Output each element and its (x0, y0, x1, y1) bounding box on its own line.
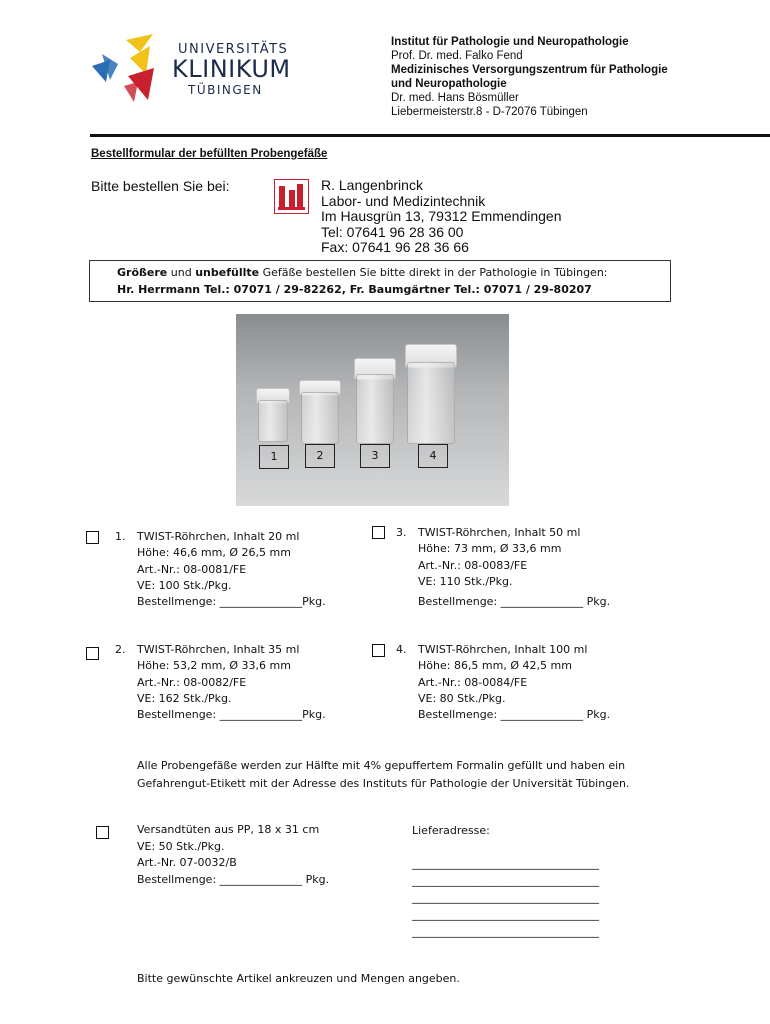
item-title: TWIST-Röhrchen, Inhalt 35 ml (137, 643, 300, 656)
header-divider (90, 134, 770, 137)
doctor-name: Dr. med. Hans Bösmüller (391, 92, 519, 104)
item-size: Höhe: 86,5 mm, Ø 42,5 mm (418, 659, 572, 673)
item-size: Höhe: 53,2 mm, Ø 33,6 mm (137, 659, 291, 673)
supplier-name: R. Langenbrinck (321, 177, 423, 193)
bags-pack: VE: 50 Stk./Pkg. (137, 839, 225, 853)
item-number: 3. (396, 526, 407, 539)
institute-address: Liebermeisterstr.8 - D-72076 Tübingen (391, 106, 588, 118)
item-size: Höhe: 73 mm, Ø 33,6 mm (418, 542, 562, 556)
bags-title: Versandtüten aus PP, 18 x 31 cm (137, 823, 320, 836)
form-title: Bestellformular der befüllten Probengefäße (91, 148, 328, 160)
item-size: Höhe: 46,6 mm, Ø 26,5 mm (137, 546, 291, 560)
item-title: TWIST-Röhrchen, Inhalt 50 ml (418, 526, 581, 539)
bags-checkbox[interactable] (96, 826, 109, 839)
footer-note: Bitte gewünschte Artikel ankreuzen und Mengen angeben. (137, 972, 460, 985)
order-from-label: Bitte bestellen Sie bei: (91, 178, 230, 194)
tubes-photo (236, 314, 509, 506)
item-4 (396, 642, 611, 723)
item-1 (115, 529, 326, 610)
item-quantity[interactable]: Bestellmenge: _______________ Pkg. (418, 708, 611, 722)
supplier-tel: Tel: 07641 96 28 36 00 (321, 223, 464, 240)
bags-quantity[interactable]: Bestellmenge: _______________ Pkg. (137, 872, 330, 886)
notice-box (89, 260, 671, 302)
item-quantity[interactable]: Bestellmenge: _______________ Pkg. (418, 595, 611, 609)
item-number: 2. (115, 643, 126, 656)
item-3 (396, 525, 611, 610)
item-pack: VE: 162 Stk./Pkg. (137, 691, 232, 705)
logo-line-3: TÜBINGEN (188, 83, 263, 97)
delivery-address-label: Lieferadresse: (412, 824, 490, 837)
bags-article: Art.-Nr. 07-0032/B (137, 856, 237, 869)
institute-name: Institut für Pathologie und Neuropathologie (391, 36, 629, 48)
item-3-checkbox[interactable] (372, 526, 385, 539)
university-hospital-logo (88, 30, 303, 105)
photo-label-4: 4 (418, 444, 448, 468)
item-quantity[interactable]: Bestellmenge: _______________Pkg. (137, 595, 326, 609)
item-pack: VE: 100 Stk./Pkg. (137, 578, 232, 592)
item-quantity[interactable]: Bestellmenge: _______________Pkg. (137, 708, 326, 722)
item-number: 1. (115, 530, 126, 543)
formalin-note-line-2: Gefahrengut-Etikett mit der Adresse des Instituts für Pathologie der Universität Tübingen. (137, 776, 630, 790)
mvz-line-2: und Neuropathologie (391, 78, 507, 90)
item-title: TWIST-Röhrchen, Inhalt 100 ml (418, 643, 588, 656)
logo-mark-icon (88, 30, 160, 105)
item-article: Art.-Nr.: 08-0081/FE (137, 562, 247, 576)
supplier-street: Im Hausgrün 13, 79312 Emmendingen (321, 208, 562, 224)
notice-bold-1: Größere (117, 266, 168, 279)
item-article: Art.-Nr.: 08-0082/FE (137, 675, 247, 689)
supplier-fax: Fax: 07641 96 28 36 66 (321, 239, 469, 255)
notice-and: und (167, 266, 196, 279)
director-name: Prof. Dr. med. Falko Fend (391, 50, 523, 62)
item-article: Art.-Nr.: 08-0084/FE (418, 675, 528, 689)
item-pack: VE: 110 Stk./Pkg. (418, 574, 513, 588)
item-2-checkbox[interactable] (86, 647, 99, 660)
photo-label-1: 1 (259, 445, 289, 469)
shipping-bags-item (137, 822, 329, 888)
delivery-line[interactable]: __________________________________ (412, 891, 599, 904)
delivery-line[interactable]: __________________________________ (412, 925, 599, 938)
mvz-line-1: Medizinisches Versorgungszentrum für Pathologie (391, 64, 668, 76)
item-4-checkbox[interactable] (372, 644, 385, 657)
delivery-address-lines[interactable] (412, 855, 599, 940)
delivery-line[interactable]: __________________________________ (412, 874, 599, 887)
item-title: TWIST-Röhrchen, Inhalt 20 ml (137, 530, 300, 543)
supplier-address (321, 178, 561, 256)
delivery-line[interactable]: __________________________________ (412, 857, 599, 870)
item-pack: VE: 80 Stk./Pkg. (418, 691, 506, 705)
formalin-note-line-1: Alle Probengefäße werden zur Hälfte mit 4% gepuffertem Formalin gefüllt und haben ein (137, 759, 626, 772)
notice-line-2: Hr. Herrmann Tel.: 07071 / 29-82262, Fr. Baumgärtner Tel.: 07071 / 29-80207 (117, 283, 592, 296)
notice-bold-2: unbefüllte (195, 266, 260, 279)
item-number: 4. (396, 643, 407, 656)
item-1-checkbox[interactable] (86, 531, 99, 544)
item-article: Art.-Nr.: 08-0083/FE (418, 558, 528, 572)
notice-line-1 (117, 264, 670, 281)
notice-rest: Gefäße bestellen Sie bitte direkt in der Pathologie in Tübingen: (259, 266, 608, 279)
formalin-note (137, 757, 629, 792)
supplier-logo-icon (274, 179, 309, 214)
delivery-line[interactable]: __________________________________ (412, 908, 599, 921)
supplier-type: Labor- und Medizintechnik (321, 192, 486, 209)
photo-label-3: 3 (360, 444, 390, 468)
logo-line-2: KLINIKUM (172, 55, 291, 83)
item-2 (115, 642, 326, 723)
logo-line-1: UNIVERSITÄTS (178, 42, 289, 57)
photo-label-2: 2 (305, 444, 335, 468)
institute-header (391, 35, 761, 119)
